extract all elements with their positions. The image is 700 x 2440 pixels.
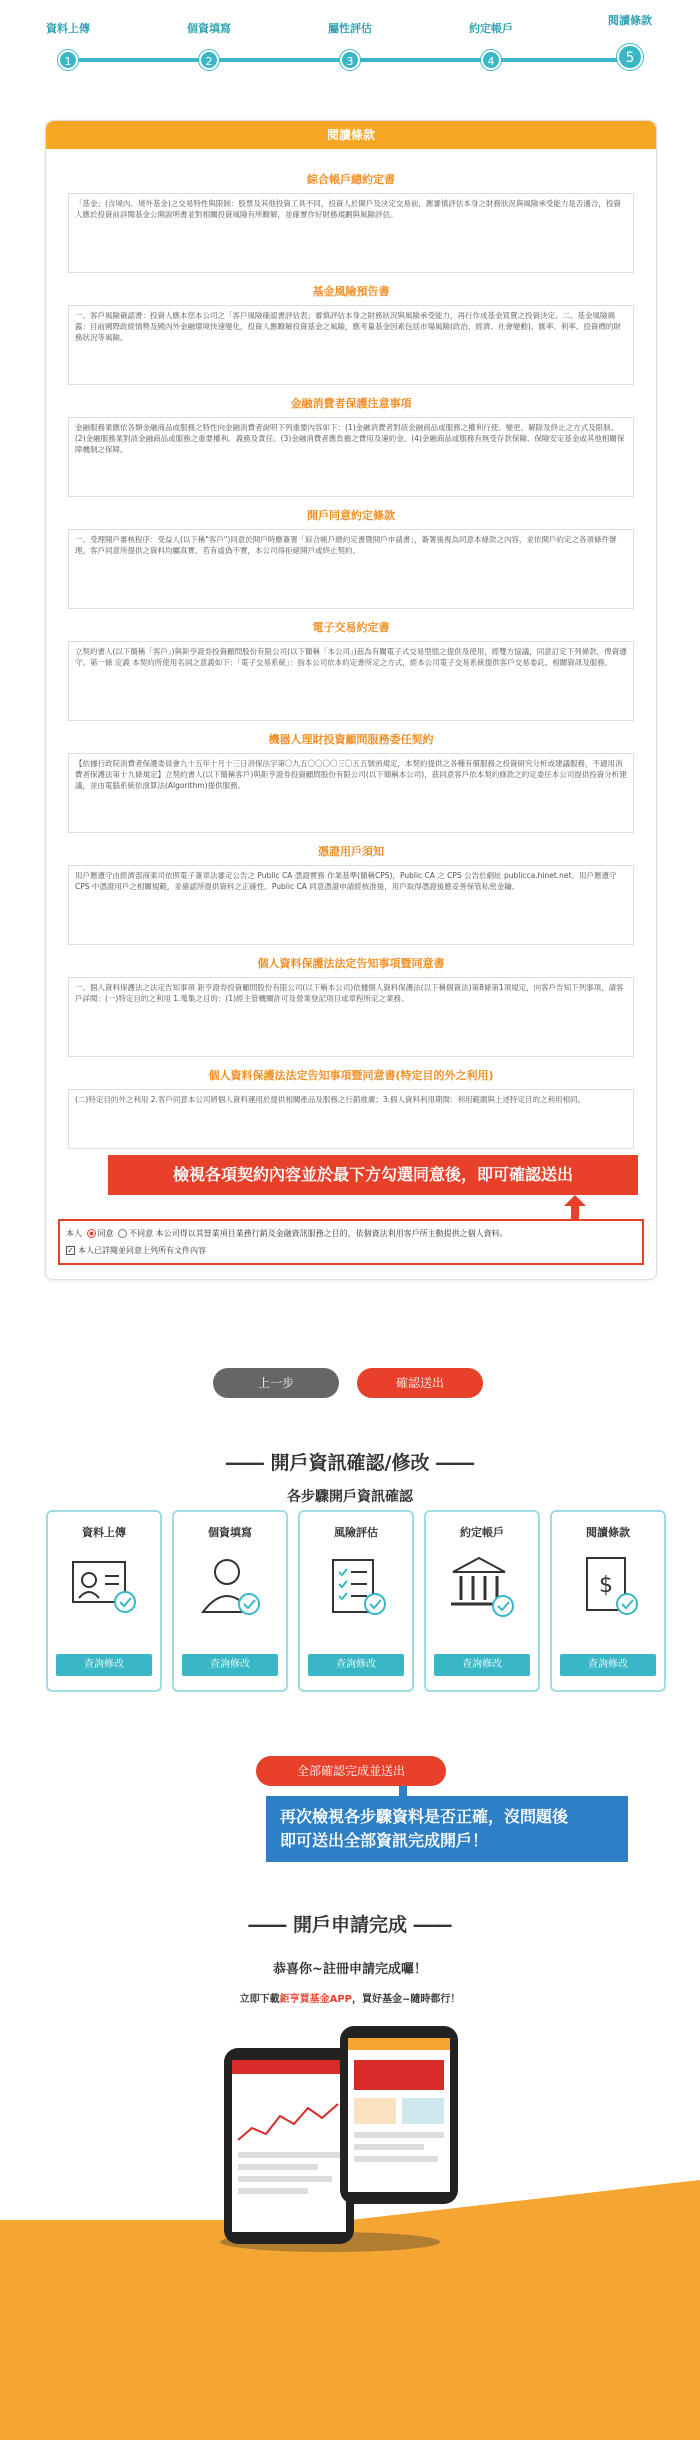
download-pre: 立即下載: [239, 1994, 280, 2005]
app-link[interactable]: 鉅亨買基金APP: [279, 1994, 352, 2005]
section-body[interactable]: 一、受理開戶審核程序：受益人(以下稱"客戶")同意於開戶時應簽署「綜合帳戶總約定書暨開戶申請書」，簽署後視為同意本條款之內容，並依開戶約定之各項條件辦理。客戶同意所提供之資料均屬真實，若有虛偽不實，本公司得拒絕開戶或終止契約。: [68, 529, 634, 609]
terms-section: [68, 395, 634, 497]
step-number: 4: [481, 50, 501, 70]
checklist-icon: [321, 1554, 391, 1618]
congrats-text: 恭喜你~註冊申請完成囉！: [273, 1962, 427, 1977]
card-edit-button[interactable]: 查詢修改: [182, 1654, 278, 1676]
card-personal: [172, 1510, 288, 1692]
step-3: [305, 22, 395, 70]
terms-section: [68, 171, 634, 273]
card-risk: [298, 1510, 414, 1692]
disagree-radio[interactable]: [118, 1229, 127, 1238]
step-label: 個資填寫: [187, 22, 231, 35]
review-note-line: 再次檢視各步驟資料是否正確，沒問題後: [280, 1807, 569, 1826]
progress-stepper: [0, 0, 700, 80]
step-label: 閱讀條款: [608, 14, 652, 27]
download-text: [0, 1990, 700, 2005]
review-note: [266, 1796, 628, 1862]
section-body[interactable]: (二)特定目的外之利用 2.客戶同意本公司將個人資料運用於提供相關產品及服務之行銷推廣；3.個人資料利用期間：利用範圍與上述特定目的之利用相同。: [68, 1089, 634, 1149]
terms-section: [68, 955, 634, 1057]
card-title: 資料上傳: [82, 1526, 126, 1539]
terms-section: [68, 731, 634, 833]
step-number: 1: [58, 50, 78, 70]
section-body[interactable]: 一、個人資料保護法之法定告知事項 鉅亨證券投資顧問股份有限公司(以下稱本公司)依據個人資料保護法(以下稱個資法)第8條第1項規定，向客戶告知下列事項，請客戶詳閱：(一)特定目的之利用 1.蒐集之目的：(1)經主管機關許可及營業登記項目或章程所定之業務。: [68, 977, 634, 1057]
terms-panel: [45, 120, 657, 1280]
section-title: 憑證用戶須知: [318, 845, 384, 858]
section-title: 個人資料保護法法定告知事項暨同意書(特定目的外之利用): [208, 1069, 494, 1082]
section-title: 基金風險預告書: [312, 285, 390, 298]
card-upload: [46, 1510, 162, 1692]
section-body[interactable]: 「基金」(含境內、境外基金)之交易特性與限制：股票及其他投資工具不同，投資人於開戶及決定交易前，應審慎評估本身之財務狀況與風險承受能力是否適合，投資人應於投資前詳閱基金公開說明書並對相關投資風險有所瞭解，並確實作好財務規劃與風險評估。: [68, 193, 634, 273]
terms-section: [68, 507, 634, 609]
submit-button[interactable]: 確認送出: [357, 1368, 483, 1398]
section-title: 開戶同意約定條款: [307, 509, 395, 522]
card-edit-button[interactable]: 查詢修改: [56, 1654, 152, 1676]
person-label: 本人: [66, 1229, 82, 1238]
confirm-all-button[interactable]: 全部確認完成並送出: [256, 1756, 446, 1786]
section-title: 機器人理財投資顧問服務委任契約: [268, 733, 434, 746]
consent-box: [58, 1219, 644, 1265]
card-terms: [550, 1510, 666, 1692]
section-title: 電子交易約定書: [312, 621, 390, 634]
step-number: 3: [340, 50, 360, 70]
card-title: 約定帳戶: [460, 1526, 504, 1539]
complete-title-text: 開戶申請完成: [292, 1914, 407, 1936]
terms-section: [68, 619, 634, 721]
section-title: 個人資料保護法法定告知事項暨同意書: [257, 957, 445, 970]
panel-title: 閱讀條款: [46, 121, 656, 149]
step-number: 5: [617, 44, 643, 70]
terms-section: [68, 1067, 634, 1149]
step-5: [585, 14, 675, 70]
confirm-section-title: ―― 開戶資訊確認/修改 ――: [225, 1452, 475, 1474]
terms-section: [68, 843, 634, 945]
bank-icon: [447, 1554, 517, 1618]
confirm-title-text: 開戶資訊確認/修改: [270, 1452, 430, 1474]
privacy-consent-row: [66, 1225, 636, 1242]
card-edit-button[interactable]: 查詢修改: [560, 1654, 656, 1676]
confirm-row: [66, 1242, 636, 1259]
section-title: 金融消費者保護注意事項: [290, 397, 412, 410]
person-icon: [195, 1554, 265, 1618]
card-edit-button[interactable]: 查詢修改: [434, 1654, 530, 1676]
review-note-line: 即可送出全部資訊完成開戶！: [280, 1831, 489, 1850]
agree-label: 同意: [97, 1229, 114, 1238]
section-body[interactable]: 金融服務業應依各類金融商品或服務之特性向金融消費者說明下列重要內容如下：(1)金融消費者對該金融商品或服務之權利行使、變更、解除及終止之方式及限制。(2)金融服務業對該金融商品或服務之重要權利、義務及責任。(3)金融消費者應負擔之費用及違約金。(4)金融商品或服務有無受存款保險、保險安定基金或其他相關保障機制之保障。: [68, 417, 634, 497]
section-body[interactable]: 【依據行政院消費者保護委員會九十五年十月十三日消保法字第〇九五〇〇〇〇三〇五五號函規定，本契約提供之各種有償服務之投資研究分析或建議服務，不適用消費者保護法第十九條規定】立契約書人(以下簡稱客戶)與鉅亨證券投資顧問股份有限公司(以下簡稱本公司)，茲同意客戶依本契約條款之約定委任本公司提供投資分析建議，並由電腦系統依演算法(Algorithm)提供服務。: [68, 753, 634, 833]
phone-mockup-illustration: [0, 2020, 700, 2260]
section-body[interactable]: 用戶應遵守由經濟部商業司依照電子簽章法審定公告之 Public CA 憑證實務 作業基準(簡稱CPS)，Public CA 之 CPS 公告於網址 publicca.hinet.net。用戶應遵守 CPS 中憑證用戶之相關規範，並確認所提供資料之正確性。Public CA 同意憑證申請經核准後，用戶取得憑證後應妥善保管私密金鑰。: [68, 865, 634, 945]
disagree-label: 不同意: [129, 1229, 154, 1238]
step-number: 2: [199, 50, 219, 70]
step-1: [23, 22, 113, 70]
agree-text: 本公司得以其營業項目業務行銷及金融資訊服務之目的，依個資法利用客戶所主動提供之個人資料。: [155, 1229, 508, 1238]
complete-section-title: ―― 開戶申請完成 ――: [248, 1914, 452, 1936]
card-title: 個資填寫: [208, 1526, 252, 1539]
section-body[interactable]: 一、客戶風險確認書：投資人應本您本公司之「客戶風險確認書評估表」審慎評估本身之財務狀況與風險承受能力，再行作成基金買賣之投資決定。二、基金風險揭露：目前國際政經情勢及國內外金融環境快速變化，投資人應瞭解投資基金之風險，應考量基金因素包括市場風險(政治、經濟、社會變動)、匯率、利率、投資標的財務狀況等風險。: [68, 305, 634, 385]
prev-button[interactable]: 上一步: [213, 1368, 339, 1398]
step-4: [446, 22, 536, 70]
card-title: 風險評估: [334, 1526, 378, 1539]
card-title: 閱讀條款: [586, 1526, 630, 1539]
terms-section: [68, 283, 634, 385]
card-account: [424, 1510, 540, 1692]
arrow-up-icon: [564, 1195, 586, 1219]
svg-text:$: $: [599, 1573, 613, 1598]
step-label: 約定帳戶: [469, 22, 513, 35]
instruction-callout: 檢視各項契約內容並於最下方勾選同意後，即可確認送出: [108, 1155, 638, 1195]
step-label: 資料上傳: [46, 22, 90, 35]
section-body[interactable]: 立契約書人(以下簡稱「客戶」)與鉅亨證券投資顧問股份有限公司(以下簡稱「本公司」)茲為有關電子式交易型態之提供及使用，經雙方協議，同意訂定下列條款，俾資遵守。第一條 定義 本契約所使用名詞之意義如下：「電子交易系統」：指本公司依本約定書所定之方式，經本公司電子交易系統提供客戶交易委託、相關資訊及服務。: [68, 641, 634, 721]
document-dollar-icon: [573, 1554, 643, 1618]
agree-radio[interactable]: [87, 1229, 96, 1238]
terms-scroll-area[interactable]: [68, 161, 634, 1171]
download-post: ，買好基金~隨時都行！: [352, 1994, 461, 2005]
step-2: [164, 22, 254, 70]
card-edit-button[interactable]: 查詢修改: [308, 1654, 404, 1676]
confirm-text: 本人已詳閱並同意上列所有文件內容: [78, 1246, 206, 1255]
section-title: 綜合帳戶總約定書: [307, 173, 395, 186]
step-label: 屬性評估: [328, 22, 372, 35]
confirm-subtitle: 各步驟開戶資訊確認: [287, 1489, 413, 1505]
confirm-checkbox[interactable]: ✓: [67, 1246, 74, 1255]
id-card-icon: [69, 1554, 139, 1618]
